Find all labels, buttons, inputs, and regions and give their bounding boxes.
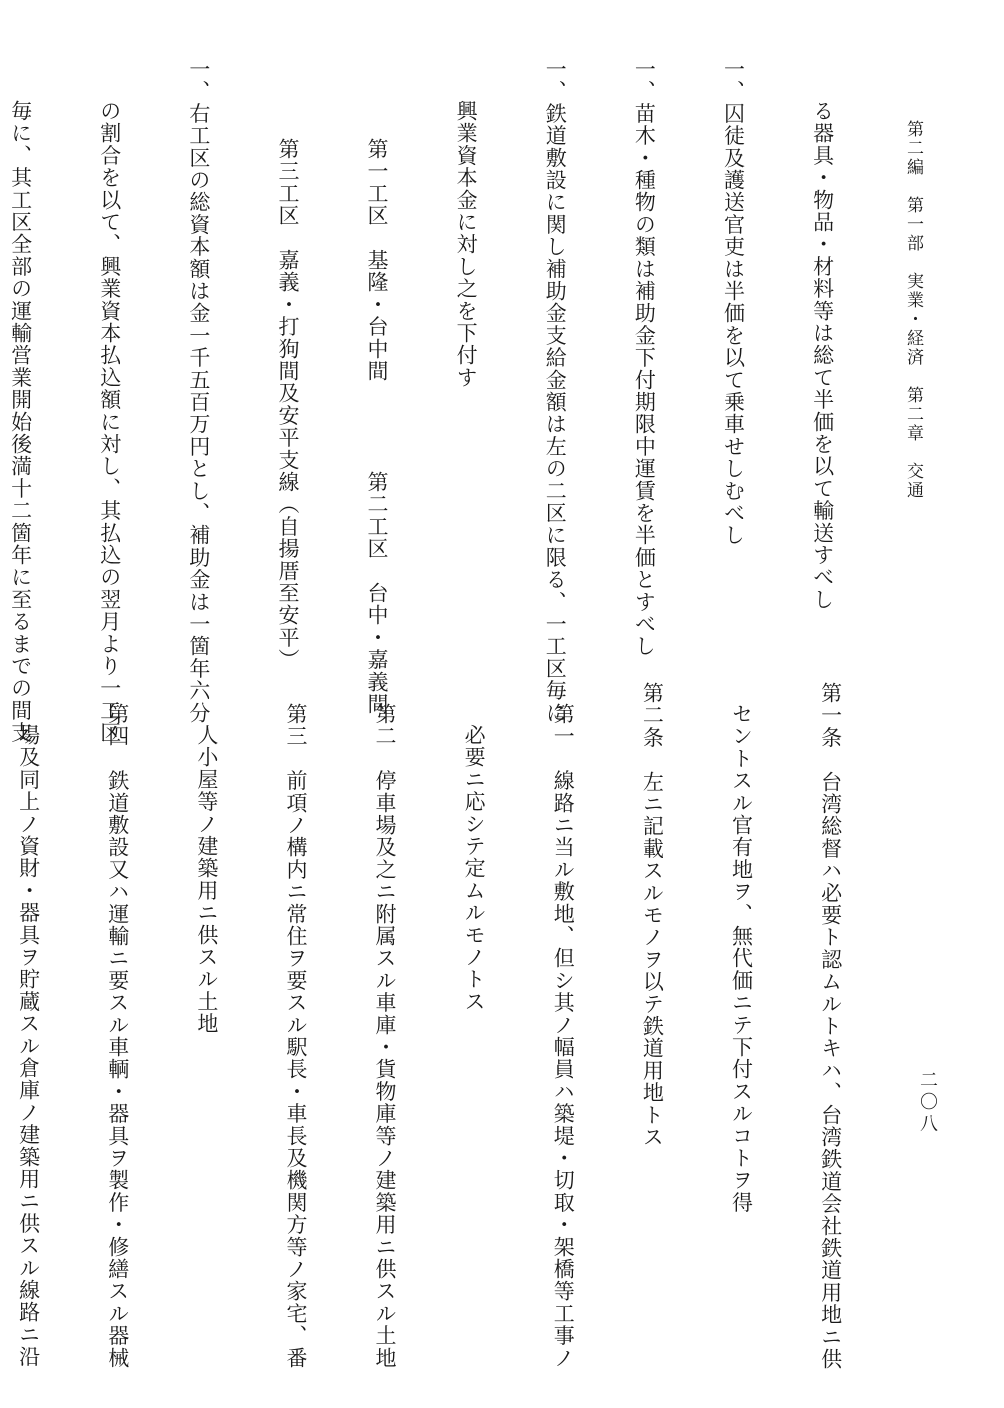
article-column: セントスル官有地ヲ、無代価ニテ下付スルコトヲ得	[729, 703, 754, 1214]
text-column: 毎に、其工区全部の運輸営業開始後満十二箇年に至るまでの間支	[8, 100, 33, 744]
running-header: 第二編 第一部 実業・経済 第二章 交通	[903, 120, 923, 500]
article-column: 第二 停車場及之ニ附属スル車庫・貨物庫等ノ建築用ニ供スル土地	[373, 703, 398, 1369]
text-column: 一、苗木・種物の類は補助金下付期限中運賃を半価とすべし	[632, 58, 657, 658]
article-column: 場及同上ノ資財・器具ヲ貯蔵スル倉庫ノ建築用ニ供スル線路ニ沿	[16, 724, 41, 1368]
page-number: 二〇八	[917, 1070, 938, 1136]
article-column: 第三 前項ノ構内ニ常住ヲ要スル駅長・車長及機関方等ノ家宅、番	[283, 703, 308, 1369]
article-column: 第一 線路ニ当ル敷地、但シ其ノ幅員ハ築堤・切取・架橋等工事ノ	[551, 703, 576, 1369]
upper-text-block	[0, 58, 896, 744]
text-column: 興業資本金に対し之を下付す	[454, 100, 479, 389]
text-column: る器具・物品・材料等は総て半価を以て輸送すべし	[810, 100, 835, 611]
text-column: 一、右工区の総資本額は金一千五百万円とし、補助金は一箇年六分	[186, 58, 211, 724]
text-column: 第三工区 嘉義・打狗間及安平支線（自揚厝至安平）	[275, 138, 300, 671]
lower-text-block	[0, 682, 904, 1371]
article-column: 人小屋等ノ建築用ニ供スル土地	[194, 724, 219, 1035]
article-column: 第二条 左ニ記載スルモノヲ以テ鉄道用地トス	[640, 682, 665, 1149]
text-column: の割合を以て、興業資本払込額に対し、其払込の翌月より一工区	[97, 100, 122, 744]
text-column: 一、鉄道敷設に関し補助金支給金額は左の二区に限る、一工区毎に	[543, 58, 568, 724]
text-column: 一、囚徒及護送官吏は半価を以て乗車せしむべし	[721, 58, 746, 547]
article-column: 必要ニ応シテ定ムルモノトス	[462, 724, 487, 1013]
article-column: 第四 鉄道敷設又ハ運輸ニ要スル車輌・器具ヲ製作・修繕スル器械	[105, 703, 130, 1369]
text-column: 第一工区 基隆・台中間 第二工区 台中・嘉義間	[365, 138, 390, 716]
article-column: 第一条 台湾総督ハ必要ト認ムルトキハ、台湾鉄道会社鉄道用地ニ供	[818, 682, 843, 1371]
